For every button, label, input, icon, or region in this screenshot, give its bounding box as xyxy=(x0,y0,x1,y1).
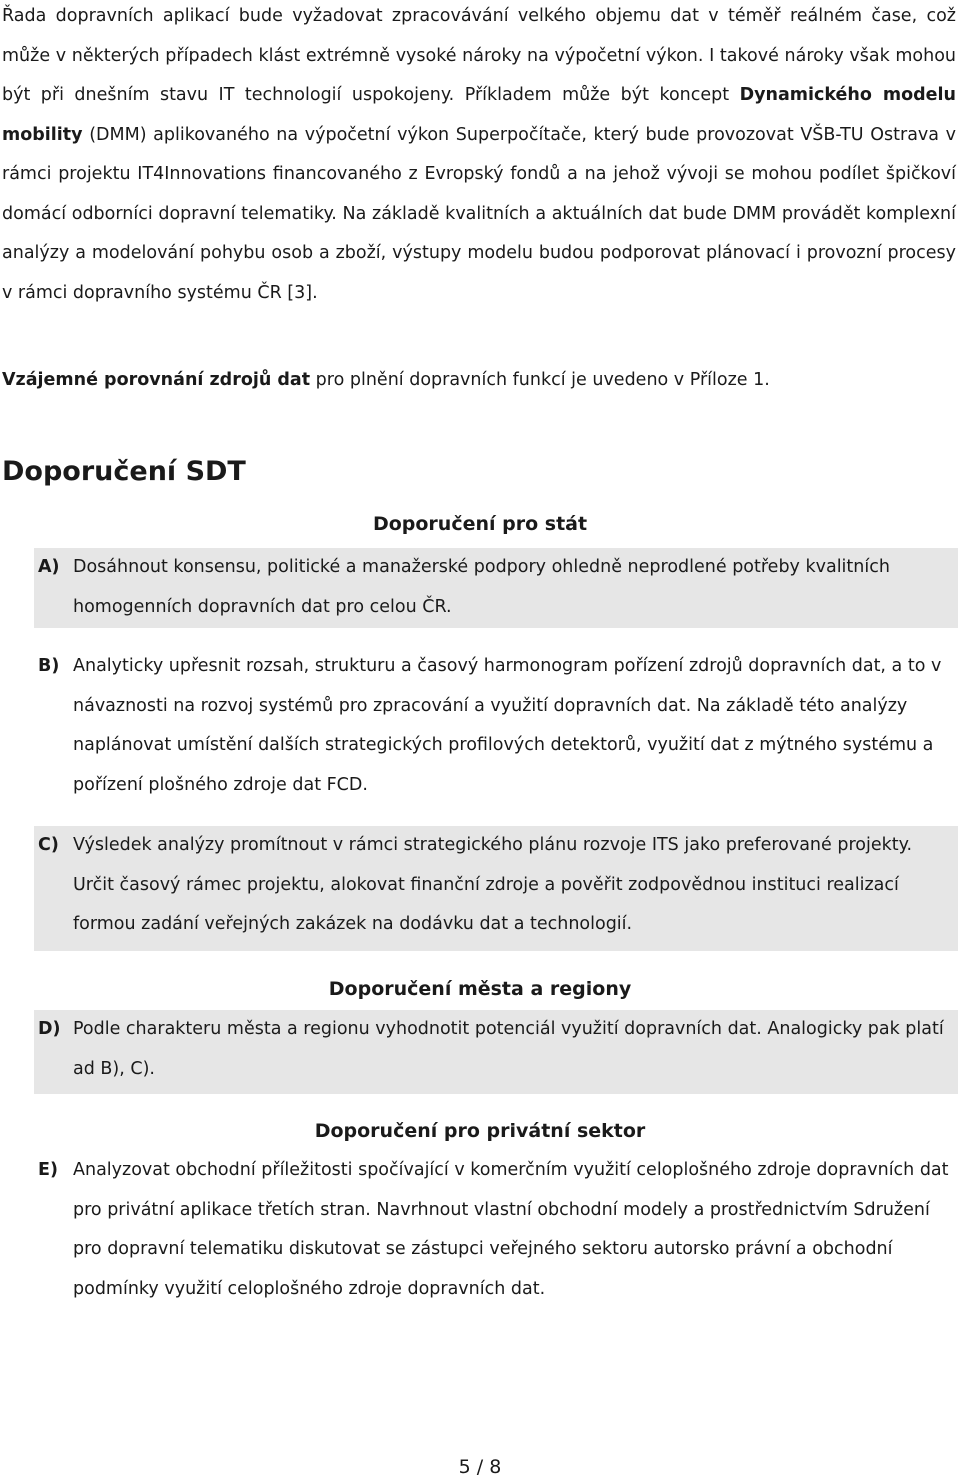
recommendation-letter: B) xyxy=(38,656,60,676)
group-heading-cities: Doporučení města a regiony xyxy=(328,978,632,1000)
dmm-term: Dynamického modelu mobility xyxy=(2,85,956,145)
recommendation-letter: A) xyxy=(38,557,60,577)
intro-text-b: (DMM) aplikovaného na výpočetní výkon Superpočítače, který bude provozovat VŠB-TU Ostrava v rámci projektu IT4Innovations financovaného z Evropský fondů a na jehož vývoji se mohou podílet špičkoví domácí odborníci dopravní telematiky. Na základě kvalitních a aktuálních dat bude DMM provádět komplexní analýzy a modelování pohybu osob a zboží, výstupy modelu budou podporovat plánovací i provozní procesy v rámci dopravního systému ČR [3]. xyxy=(2,124,956,303)
group-heading-private: Doporučení pro privátní sektor xyxy=(314,1120,646,1142)
comparison-text: pro plnění dopravních funkcí je uvedeno v Příloze 1. xyxy=(310,370,770,390)
intro-paragraph xyxy=(2,0,956,313)
recommendation-text: Dosáhnout konsensu, politické a manažerské podpory ohledně neprodlené potřeby kvalitních homogenních dopravních dat pro celou ČR. xyxy=(73,557,890,617)
group-heading-state: Doporučení pro stát xyxy=(372,513,588,535)
recommendation-text: Podle charakteru města a regionu vyhodnotit potenciál využití dopravních dat. Analogicky pak platí ad B), C). xyxy=(73,1019,944,1079)
recommendation-text: Analyticky upřesnit rozsah, strukturu a časový harmonogram pořízení zdrojů dopravních dat, a to v návaznosti na rozvoj systémů pro zpracování a využití dopravních dat. Na základě této analýzy naplánovat umístění dalších strategických profilových detektorů, využití dat z mýtného systému a pořízení plošného zdroje dat FCD. xyxy=(73,656,942,795)
section-title: Doporučení SDT xyxy=(2,456,246,487)
recommendation-c xyxy=(34,826,958,951)
recommendation-text: Analyzovat obchodní příležitosti spočívající v komerčním využití celoplošného zdroje dopravních dat pro privátní aplikace třetích stran. Navrhnout vlastní obchodní modely a prostřednictvím Sdružení pro dopravní telematiku diskutovat se zástupci veřejného sektoru autorsko právní a obchodní podmínky využití celoplošného zdroje dopravních dat. xyxy=(73,1160,949,1299)
recommendation-letter: E) xyxy=(38,1160,58,1180)
recommendation-e xyxy=(34,1151,958,1309)
recommendation-a xyxy=(34,548,958,628)
comparison-term: Vzájemné porovnání zdrojů dat xyxy=(2,370,311,390)
recommendation-d xyxy=(34,1010,958,1094)
recommendation-letter: D) xyxy=(38,1019,61,1039)
page-number: 5 / 8 xyxy=(458,1456,502,1478)
recommendation-b xyxy=(34,647,958,805)
intro-text-a: Řada dopravních aplikací bude vyžadovat zpracovávání velkého objemu dat v téměř reálném čase, což může v některých případech klást extrémně vysoké nároky na výpočetní výkon. I takové nároky však mohou být při dnešním stavu IT technologií uspokojeny. Příkladem může být koncept xyxy=(2,6,956,105)
recommendation-text: Výsledek analýzy promítnout v rámci strategického plánu rozvoje ITS jako preferované projekty. Určit časový rámec projektu, alokovat finanční zdroje a pověřit zodpovědnou instituci realizací formou zadání veřejných zakázek na dodávku dat a technologií. xyxy=(73,835,913,934)
recommendation-letter: C) xyxy=(38,835,59,855)
comparison-paragraph xyxy=(2,361,956,401)
